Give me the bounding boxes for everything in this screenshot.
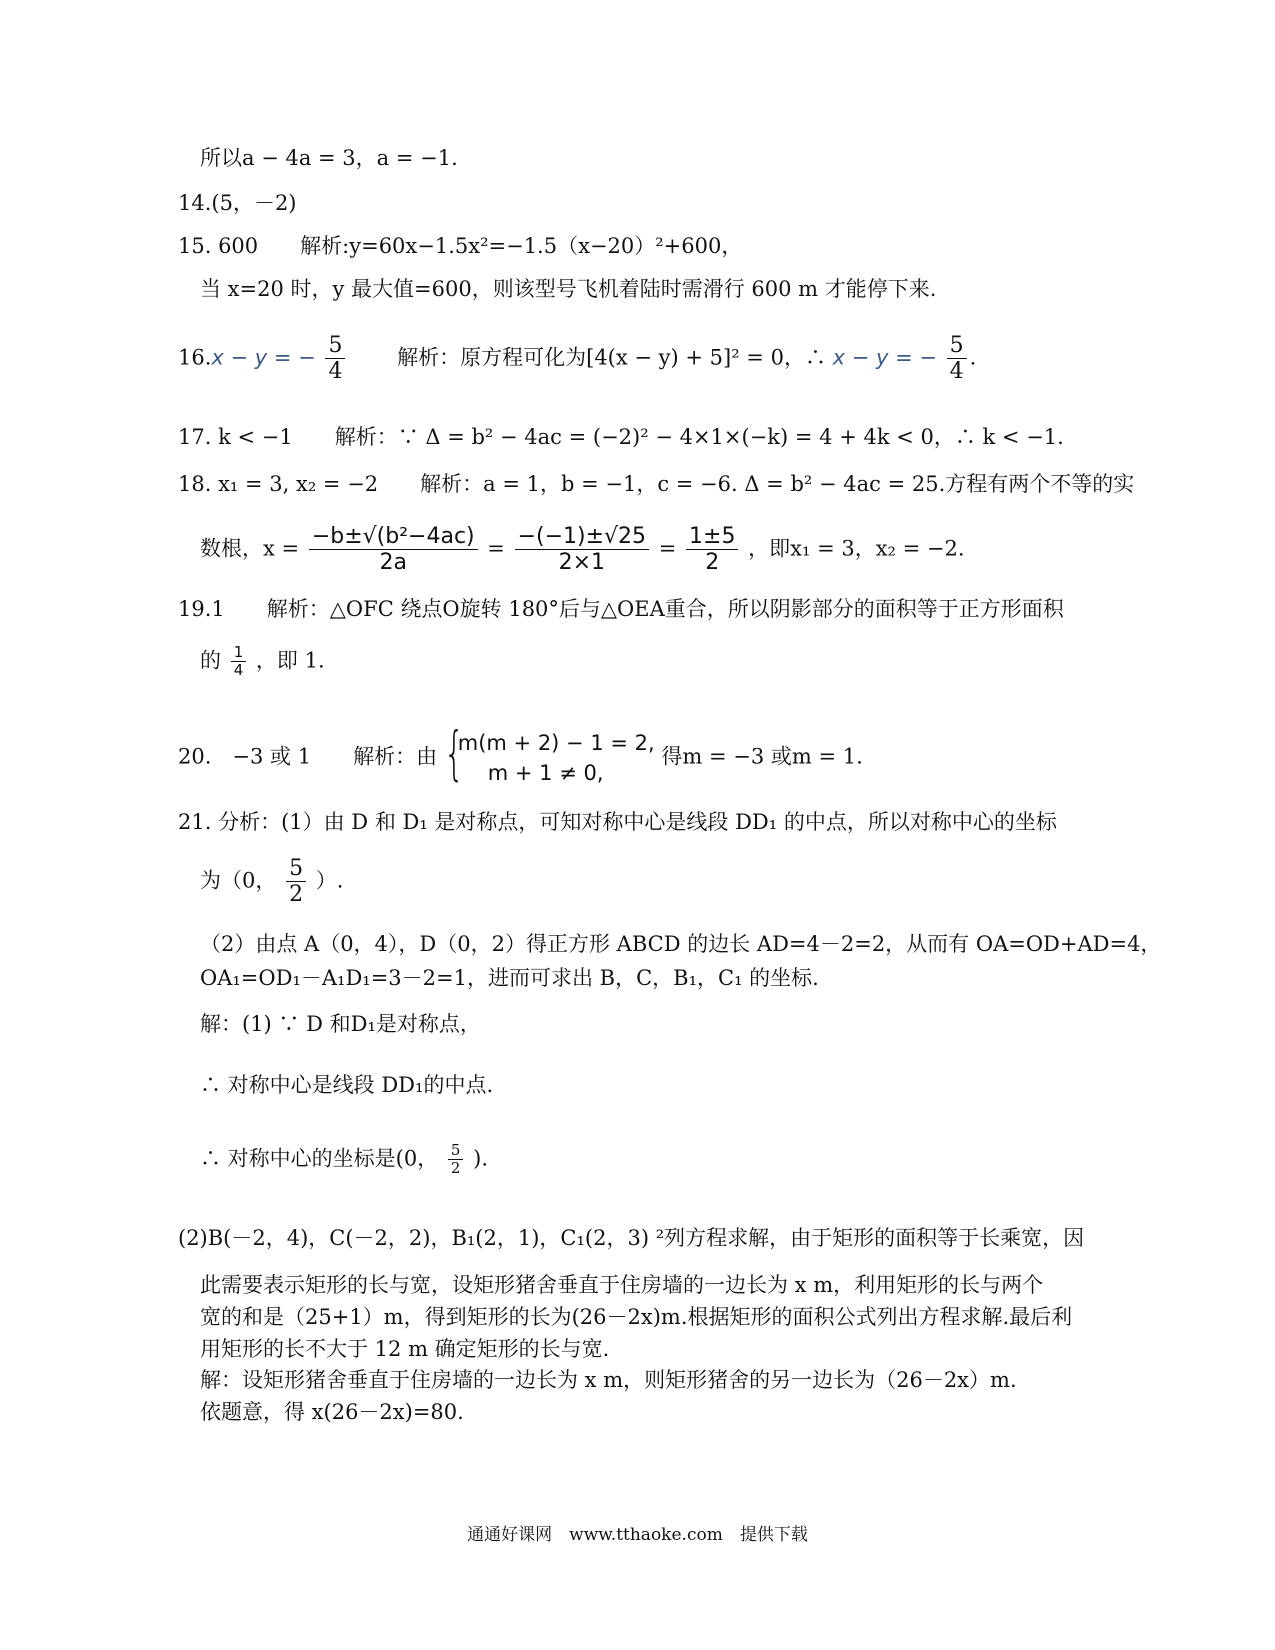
- answer-21-analysis-1b: 为（0， $\frac{5}{2}$ ）.: [200, 856, 344, 908]
- answer-21-analysis-2b: OA₁=OD₁－A₁D₁=3－2=1，进而可求出 B，C，B₁，C₁ 的坐标.: [200, 966, 819, 990]
- answer-15-line1: 15. 600 解析:y=60x−1.5x²=−1.5（x−20）²+600，: [178, 234, 743, 258]
- answer-21-solution-3: ∴ 对称中心的坐标是(0， $\frac{5}{2}$ ).: [200, 1141, 489, 1178]
- fraction-16a: $\frac{5}{4}$: [325, 333, 345, 385]
- answer-19-line1: 19.1 解析：△OFC 绕点O旋转 180°后与△OEA重合，所以阴影部分的面积等于正方形面积: [178, 597, 1064, 621]
- answer-21-analysis-1: 21. 分析：(1）由 D 和 D₁ 是对称点，可知对称中心是线段 DD₁ 的中点，所以对称中心的坐标: [178, 810, 1057, 834]
- fraction-18c: $\frac{1\pm 5}{2}$: [686, 524, 738, 576]
- answer-21-solution-1: 解：(1) ∵ D 和D₁是对称点，: [200, 1012, 481, 1036]
- answer-15-line2: 当 x=20 时，y 最大值=600，则该型号飞机着陆时需滑行 600 m 才能停下来.: [200, 277, 937, 301]
- answer-18-line1: 18. x₁ = 3, x₂ = −2 解析：a = 1，b = −1，c = −6. Δ = b² − 4ac = 25.方程有两个不等的实: [178, 472, 1135, 496]
- fraction-19: $\frac{1}{4}$: [231, 644, 247, 680]
- answer-17: 17. k < −1 解析：∵ Δ = b² − 4ac = (−2)² − 4×1×(−k) = 4 + 4k < 0，∴ k < −1.: [178, 425, 1064, 449]
- answer-20: 20. −3 或 1 解析：由 { m(m + 2) − 1 = 2, m + 1 ≠ 0, 得m = −3 或m = 1.: [178, 719, 863, 787]
- page-footer: 通通好课网 www.tthaoke.com 提供下载: [467, 1525, 808, 1545]
- fraction-21g: $\frac{5}{2}$: [448, 1142, 464, 1178]
- fraction-18b: $\frac{-(-1)\pm√25}{2\times 1}$: [515, 524, 649, 576]
- answer-22-line3: 宽的和是（25+1）m，得到矩形的长为(26－2x)m.根据矩形的面积公式列出方程求解.最后利: [200, 1305, 1073, 1329]
- answer-14: 14.(5，－2): [178, 191, 297, 215]
- answer-19-line2: 的 $\frac{1}{4}$ ，即 1.: [200, 643, 325, 680]
- fraction-21: $\frac{5}{2}$: [286, 856, 306, 908]
- answer-21-analysis-2: （2）由点 A（0，4），D（0，2）得正方形 ABCD 的边长 AD=4－2=2，从而有 OA=OD+AD=4，: [200, 932, 1162, 956]
- answer-16: 16.x − y = − $\frac{5}{4}$ 解析：原方程可化为[4(x − y) + 5]² = 0，∴ x − y = − $\frac{5}{4}$ .: [178, 333, 977, 385]
- fraction-18a: $\frac{\text{−b±√(b²−4ac)}}{2a}$: [309, 524, 478, 576]
- answer-22-line4: 用矩形的长不大于 12 m 确定矩形的长与宽.: [200, 1337, 610, 1361]
- answer-13-tail: 所以a − 4a = 3，a = −1.: [200, 146, 458, 170]
- answer-21-solution-2: ∴ 对称中心是线段 DD₁的中点.: [200, 1073, 494, 1097]
- fraction-16b: $\frac{5}{4}$: [947, 333, 967, 385]
- left-brace-icon: {: [443, 719, 465, 787]
- answer-22-line6: 依题意，得 x(26－2x)=80.: [200, 1400, 464, 1424]
- answer-22-line1: (2)B(－2，4)，C(－2，2)，B₁(2，1)，C₁(2，3) ²列方程求解，由于矩形的面积等于长乘宽，因: [178, 1226, 1085, 1250]
- answer-22-line5: 解：设矩形猪舍垂直于住房墙的一边长为 x m，则矩形猪舍的另一边长为（26－2x）m.: [200, 1368, 1017, 1392]
- answer-22-line2: 此需要表示矩形的长与宽，设矩形猪舍垂直于住房墙的一边长为 x m，利用矩形的长与两个: [200, 1273, 1044, 1297]
- equation-system: { m(m + 2) − 1 = 2, m + 1 ≠ 0,: [443, 719, 655, 787]
- answer-18-line2: 数根，x = $\frac{\text{−b±√(b²−4ac)}}{2a}$ = $\frac{-(-1)\pm√25}{2\times 1}$ = $\frac{1\pm 5}{2}$ ，即x₁ = 3，x₂ = −2.: [200, 524, 965, 576]
